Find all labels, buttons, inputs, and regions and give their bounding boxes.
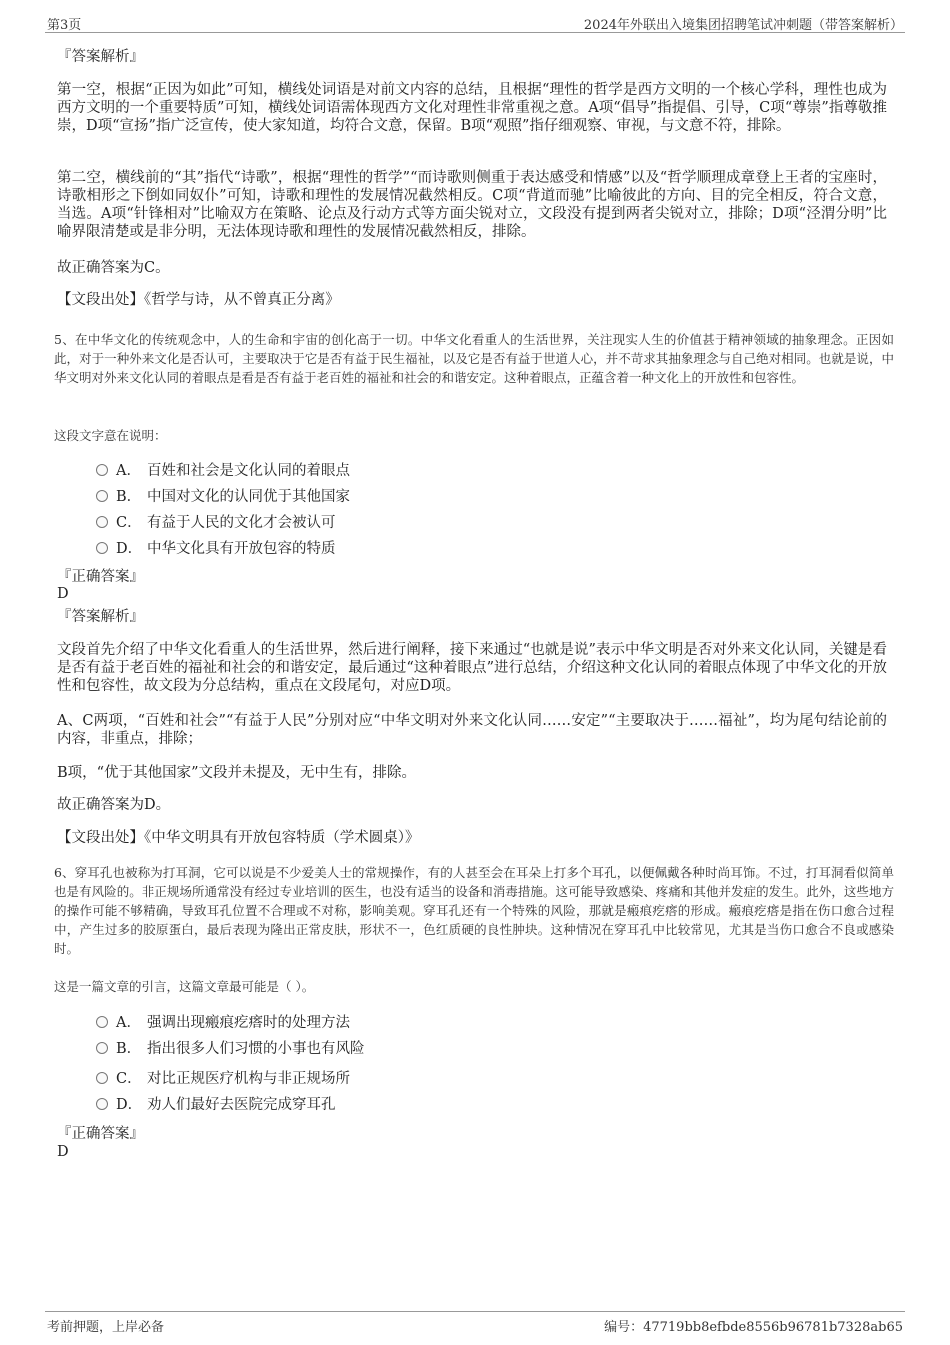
radio-icon[interactable] xyxy=(96,1072,108,1084)
q4-analysis-p1: 第一空，根据“正因为如此”可知，横线处词语是对前文内容的总结，且根据“理性的哲学是西方文明的一个核心学科，理性也成为西方文明的一个重要特质”可知，横线处词语需体现西方文化对理性非常重视之意。A项“倡导”指提倡、引导，C项“尊崇”指尊敬推崇，D项“宣扬”指广泛宣传，使大家知道，均符合文意，保留。B项“观照”指仔细观察、审视，与文意不符，排除。 xyxy=(57,82,887,134)
radio-icon[interactable] xyxy=(96,490,108,502)
option-text: 有益于人民的文化才会被认可 xyxy=(147,515,336,531)
q5-conclusion: 故正确答案为D。 xyxy=(57,797,171,813)
radio-icon[interactable] xyxy=(96,542,108,554)
footer-slogan: 考前押题，上岸必备 xyxy=(47,1320,165,1335)
document-title: 2024年外联出入境集团招聘笔试冲刺题（带答案解析） xyxy=(583,18,903,33)
q6-answer-tag: 『正确答案』 xyxy=(57,1126,144,1142)
q5-analysis-tag: 『答案解析』 xyxy=(57,609,144,625)
q6-option-b[interactable] xyxy=(96,1040,365,1058)
q5-option-d[interactable] xyxy=(96,540,336,558)
q6-option-a[interactable] xyxy=(96,1014,350,1032)
q5-option-a[interactable] xyxy=(96,462,350,480)
option-letter: C． xyxy=(116,515,142,531)
q5-source: 【文段出处】《中华文明具有开放包容特质（学术圆桌）》 xyxy=(57,830,420,846)
option-text: 强调出现瘢痕疙瘩时的处理方法 xyxy=(147,1015,350,1031)
radio-icon[interactable] xyxy=(96,464,108,476)
radio-icon[interactable] xyxy=(96,1042,108,1054)
radio-icon[interactable] xyxy=(96,1016,108,1028)
document-code: 编号：47719bb8efbde8556b96781b7328ab65 xyxy=(604,1320,903,1335)
option-letter: C． xyxy=(116,1071,142,1087)
q6-stem: 6、穿耳孔也被称为打耳洞，它可以说是不少爱美人士的常规操作，有的人甚至会在耳朵上打多个耳孔，以便佩戴各种时尚耳饰。不过，打耳洞看似简单也是有风险的。非正规场所通常没有经过专业培训的医生，也没有适当的设备和消毒措施。这可能导致感染、疼痛和其他并发症的发生。此外，这些地方的操作可能不够精确，导致耳孔位置不合理或不对称，影响美观。穿耳孔还有一个特殊的风险，那就是瘢痕疙瘩的形成。瘢痕疙瘩是指在伤口愈合过程中，产生过多的胶原蛋白，最后表现为隆出正常皮肤，形状不一，色红质硬的良性肿块。这种情况在穿耳孔中比较常见，尤其是当伤口愈合不良或感染时。 xyxy=(54,865,894,956)
q4-source: 【文段出处】《哲学与诗，从不曾真正分离》 xyxy=(57,292,340,308)
option-letter: D． xyxy=(116,541,143,557)
q6-option-c[interactable] xyxy=(96,1070,350,1088)
option-text: 中国对文化的认同优于其他国家 xyxy=(147,489,350,505)
option-text: 劝人们最好去医院完成穿耳孔 xyxy=(147,1097,336,1113)
q5-option-c[interactable] xyxy=(96,514,336,532)
q4-analysis-tag: 『答案解析』 xyxy=(57,49,144,65)
q5-stem: 5、在中华文化的传统观念中，人的生命和宇宙的创化高于一切。中华文化看重人的生活世界，关注现实人生的价值甚于精神领域的抽象理念。正因如此，对于一种外来文化是否认可，主要取决于它是否有益于民生福祉，以及它是否有益于世道人心，并不苛求其抽象理念与自己绝对相同。也就是说，中华文明对外来文化认同的着眼点是看是否有益于老百姓的福祉和社会的和谐安定。这种着眼点，正蕴含着一种文化上的开放性和包容性。 xyxy=(54,332,894,385)
option-letter: D． xyxy=(116,1097,143,1113)
option-text: 指出很多人们习惯的小事也有风险 xyxy=(147,1041,365,1057)
page-header xyxy=(45,14,905,33)
q5-question: 这段文字意在说明： xyxy=(54,428,167,443)
q5-analysis-p3: B项，“优于其他国家”文段并未提及，无中生有，排除。 xyxy=(57,765,416,781)
page-number: 第3页 xyxy=(47,18,82,33)
q6-answer: D xyxy=(57,1144,69,1160)
option-letter: A． xyxy=(116,1015,141,1031)
q6-question: 这是一篇文章的引言，这篇文章最可能是（ ）。 xyxy=(54,979,315,994)
option-letter: B． xyxy=(116,489,142,505)
q5-analysis-p2: A、C两项，“百姓和社会”“有益于人民”分别对应“中华文明对外来文化认同……安定”“主要取决于……福祉”，均为尾句结论前的内容，非重点，排除； xyxy=(57,713,887,747)
option-text: 中华文化具有开放包容的特质 xyxy=(147,541,336,557)
option-letter: B． xyxy=(116,1041,142,1057)
option-letter: A． xyxy=(116,463,141,479)
q6-option-d[interactable] xyxy=(96,1096,336,1114)
page-footer xyxy=(45,1311,905,1335)
q5-answer: D xyxy=(57,586,69,602)
option-text: 对比正规医疗机构与非正规场所 xyxy=(147,1071,350,1087)
radio-icon[interactable] xyxy=(96,1098,108,1110)
q4-analysis-p2: 第二空，横线前的“其”指代“诗歌”，根据“理性的哲学”“而诗歌则侧重于表达感受和情感”以及“哲学顺理成章登上王者的宝座时，诗歌相形之下倒如同奴仆”可知，诗歌和理性的发展情况截然相反。C项“背道而驰”比喻彼此的方向、目的完全相反，符合文意，当选。A项“针锋相对”比喻双方在策略、论点及行动方式等方面尖锐对立，文段没有提到两者尖锐对立，排除；D项“泾渭分明”比喻界限清楚或是非分明，无法体现诗歌和理性的发展情况截然相反，排除。 xyxy=(57,170,887,240)
radio-icon[interactable] xyxy=(96,516,108,528)
q5-analysis-p1: 文段首先介绍了中华文化看重人的生活世界，然后进行阐释，接下来通过“也就是说”表示中华文明是否对外来文化认同，关键是看是否有益于老百姓的福祉和社会的和谐安定，最后通过“这种着眼点”进行总结，介绍这种文化认同的着眼点体现了中华文化的开放性和包容性，故文段为分总结构，重点在文段尾句，对应D项。 xyxy=(57,642,887,694)
q5-answer-tag: 『正确答案』 xyxy=(57,569,144,585)
option-text: 百姓和社会是文化认同的着眼点 xyxy=(147,463,350,479)
q4-conclusion: 故正确答案为C。 xyxy=(57,260,170,276)
q5-option-b[interactable] xyxy=(96,488,350,506)
